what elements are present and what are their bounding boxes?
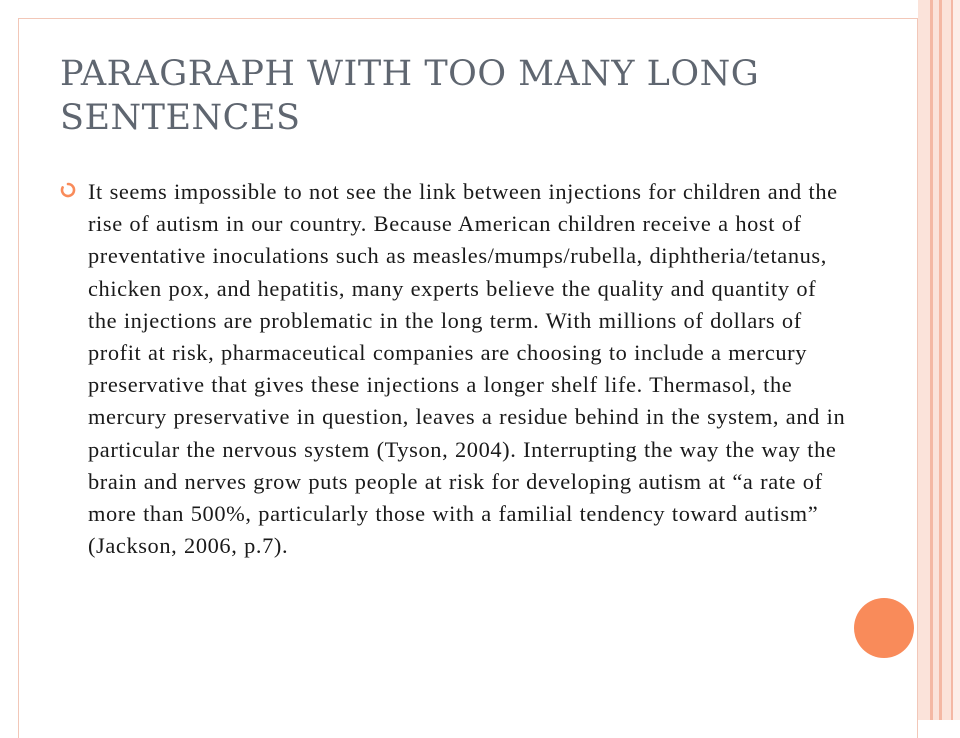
decorative-stripe (942, 0, 951, 720)
decorative-stripe (953, 0, 960, 720)
open-circle-bullet-icon (60, 182, 76, 198)
accent-circle (854, 598, 914, 658)
bullet-text: It seems impossible to not see the link between injections for children and the rise of autism in our country. Because American children receive a host of preventative inoculations such as measles/mumps/rubella, diphtheria/tetanus, chicken pox, and hepatitis, many experts believe the quality and quantity of the injections are problematic in the long term. With millions of dollars of profit at risk, pharmaceutical companies are choosing to include a mercury preservative that gives these injections a longer shelf life. Thermasol, the mercury preservative in question, leaves a residue behind in the system, and in particular the nervous system (Tyson, 2004). Interrupting the way the way the brain and nerves grow puts people at risk for developing autism at “a rate of more than 500%, particularly those with a familial tendency toward autism” (Jackson, 2006, p.7). (88, 179, 846, 559)
slide-title: PARAGRAPH WITH TOO MANY LONG SENTENCES (60, 54, 760, 138)
bullet-item (60, 176, 850, 562)
decorative-stripe (918, 0, 930, 720)
